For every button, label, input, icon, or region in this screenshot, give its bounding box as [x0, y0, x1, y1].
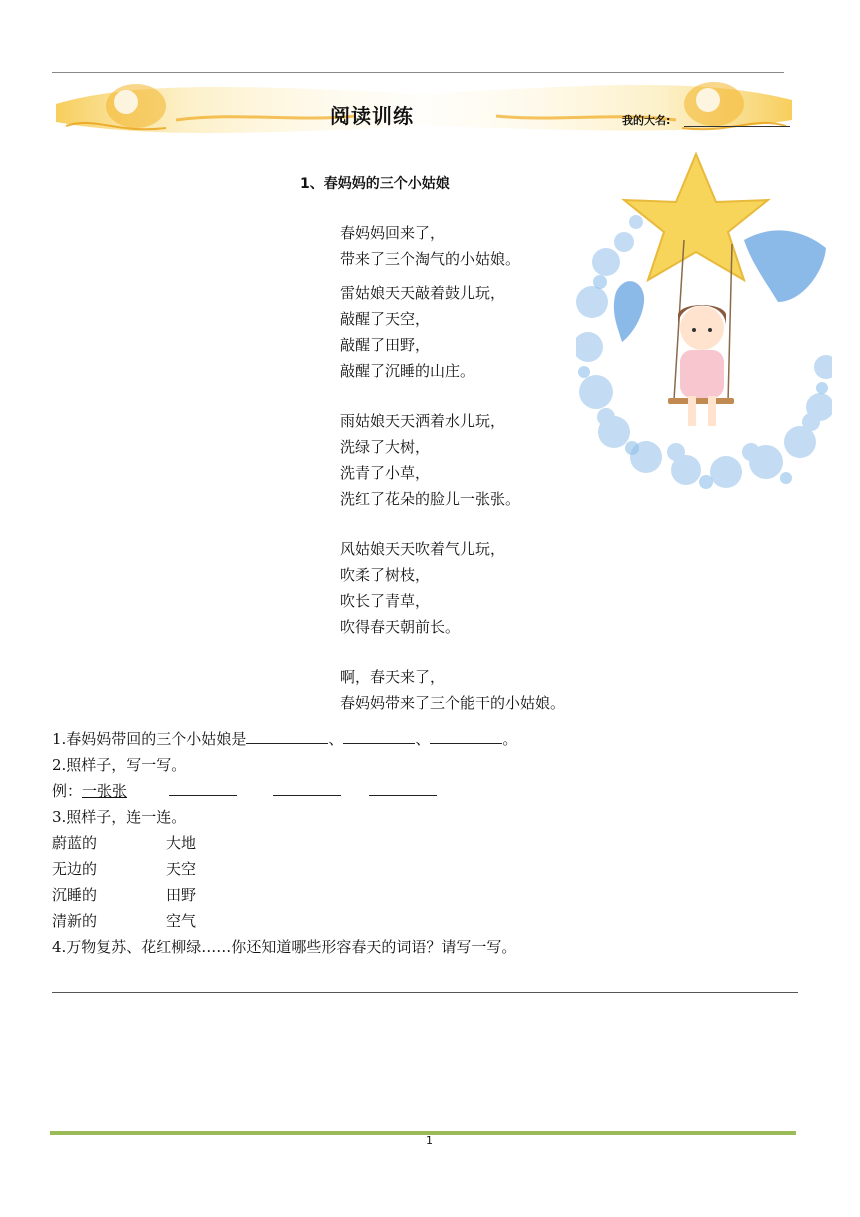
- separator: 、: [415, 730, 431, 748]
- match-right-item[interactable]: 天空: [166, 860, 197, 878]
- match-left-item[interactable]: 沉睡的: [52, 886, 98, 904]
- answer-blank[interactable]: [246, 729, 328, 744]
- match-right-item[interactable]: 大地: [166, 834, 197, 852]
- top-rule: [52, 72, 784, 73]
- question-2-example: [52, 778, 437, 804]
- poem-line: 洗红了花朵的脸儿一张张。: [340, 490, 521, 508]
- poem-line: 春妈妈回来了，: [340, 224, 446, 242]
- poem-line: 敲醒了沉睡的山庄。: [340, 362, 476, 380]
- answer-blank[interactable]: [343, 729, 415, 744]
- decorative-banner: [56, 76, 792, 140]
- question-4: 4.万物复苏、花红柳绿……你还知道哪些形容春天的词语？请写一写。: [52, 938, 517, 956]
- answer-blank[interactable]: [273, 781, 341, 796]
- match-right-item[interactable]: 空气: [166, 912, 197, 930]
- example-word: 一张张: [82, 782, 128, 800]
- poem-line: 雨姑娘天天洒着水儿玩，: [340, 412, 506, 430]
- poem-line: 洗绿了大树，: [340, 438, 431, 456]
- answer-blank[interactable]: [169, 781, 237, 796]
- poem-line: 带来了三个淘气的小姑娘。: [340, 250, 521, 268]
- poem-line: 敲醒了天空，: [340, 310, 431, 328]
- question-2: 2.照样子，写一写。: [52, 756, 187, 774]
- poem-line: 吹得春天朝前长。: [340, 618, 461, 636]
- answer-blank[interactable]: [369, 781, 437, 796]
- question-3: 3.照样子，连一连。: [52, 808, 187, 826]
- poem-line: 春妈妈带来了三个能干的小姑娘。: [340, 694, 566, 712]
- poem-line: 吹长了青草，: [340, 592, 431, 610]
- example-label: 例：: [52, 782, 83, 800]
- match-right-item[interactable]: 田野: [166, 886, 197, 904]
- poem-body: [340, 220, 565, 716]
- match-left-item[interactable]: 清新的: [52, 912, 98, 930]
- end-punct: 。: [502, 730, 518, 748]
- page-title: 阅读训练: [330, 104, 414, 128]
- answer-blank[interactable]: [430, 729, 502, 744]
- match-left-item[interactable]: 蔚蓝的: [52, 834, 98, 852]
- footer-bar: [50, 1131, 796, 1135]
- poem-line: 洗青了小草，: [340, 464, 431, 482]
- separator: 、: [328, 730, 344, 748]
- girl-on-star-swing-illustration: [576, 152, 832, 496]
- question-1: [52, 726, 517, 752]
- name-input-line[interactable]: [684, 126, 790, 127]
- poem-title: 1、春妈妈的三个小姑娘: [300, 176, 450, 192]
- name-label: 我的大名:: [622, 114, 671, 127]
- page-number: 1: [426, 1134, 433, 1147]
- poem-line: 啊，春天来了，: [340, 668, 446, 686]
- question-1-text: 1.春妈妈带回的三个小姑娘是: [52, 730, 247, 748]
- answer-line[interactable]: [52, 992, 798, 993]
- poem-line: 敲醒了田野，: [340, 336, 431, 354]
- poem-line: 雷姑娘天天敲着鼓儿玩，: [340, 284, 506, 302]
- poem-line: 吹柔了树枝，: [340, 566, 431, 584]
- match-left-item[interactable]: 无边的: [52, 860, 98, 878]
- poem-line: 风姑娘天天吹着气儿玩，: [340, 540, 506, 558]
